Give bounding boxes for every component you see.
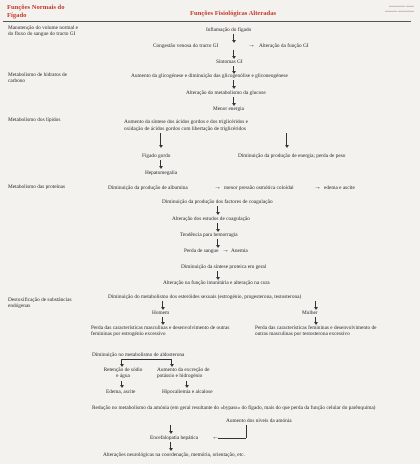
s5-edema-ascites: Edema, ascite [106,389,136,395]
s5-man-text: Perda das características masculinas e desenvolvimento de outras femininas por estrogénio excessivo [91,325,230,338]
connector-line [246,425,247,438]
s5-excretion: Aumento da excreção de potássio e hidrogénio [157,367,210,380]
arrow-right-icon: → [314,183,321,191]
arrow-down [160,160,161,167]
arrow-right-icon: → [248,41,255,49]
arrow-down [186,381,187,386]
s5-aldosterone: Diminuição no metabolismo de aldosterona [92,352,185,358]
s2-less-energy: Menor energia [213,106,244,112]
s3-fatty-acids-2: oxidação de ácidos gordos com libertação de triglicéridos [124,126,246,132]
s3-fatty-acids-1: Aumento da síntese dos ácidos gordos e dos triglicéridos e [124,119,249,125]
arrow-down [217,271,218,278]
header-rule [3,21,411,22]
s5-man: Homem [152,310,170,316]
s4-oncotic-pressure: menor pressão osmótica coloidal [224,185,294,191]
arrow-down [170,425,171,432]
s3-hepatomegaly: Hepatomegalia [145,170,178,176]
header-right-title: Funções Fisiológicas Alteradas [190,10,277,17]
s2-glucose: Alteração do metabolismo da glucose [186,90,266,96]
arrow-down [233,80,234,87]
s5-encephalopathy: Encefalopatia hepática [150,435,199,441]
arrow-down [315,317,316,323]
s1-inflammation: Inflamação do fígado [206,27,252,33]
arrow-down [233,66,234,72]
arrow-right-icon: → [222,246,229,254]
left-label-carbohydrates: Metabolismo de hidratos de carbono [8,72,67,85]
s4-clotting-factors: Diminuição da produção dos factores de coagulação [162,199,273,205]
s1-gi-function: Alteração da função GI [259,43,309,49]
s4-bleeding-tendency: Tendência para hemorragia [180,232,238,238]
arrow-down [286,133,287,146]
arrow-left-icon: ← [212,433,219,441]
s4-coagulation-studies: Alteração dos estudos de coagulação [172,216,250,222]
s5-hypokalemia: Hipocaliemia e alcalose [162,389,213,395]
s3-energy-loss: Diminuição da produção de energia; perda de peso [238,153,346,159]
s4-protein-synthesis: Diminuição da síntese proteica em geral [181,264,267,270]
left-label-proteins: Metabolismo das proteínas [8,184,66,190]
s5-sex-steroids: Diminuição do metabolismo dos esteróides sexuais (estrogénio, progesterona, testosterona) [108,294,302,300]
left-label-detox: Destoxificação de substâncias endógenas [8,297,72,310]
arrow-down [162,301,163,308]
arrow-down [217,223,218,230]
arrow-down [121,381,122,386]
left-label-lipids: Metabolismo dos lípidos [8,117,61,123]
arrow-down [162,317,163,323]
arrow-down [171,359,172,365]
s4-edema: edema e ascite [324,185,355,191]
s5-retention: Retenção de sódio e água [103,367,143,380]
s1-gi-symptoms: Sintomas GI [216,59,243,65]
arrow-down [233,97,234,104]
faint-bleed-text: ▬▬▬▬ ▬▬ ▬▬▬ ▬▬▬▬ [385,3,414,13]
s5-woman: Mulher [302,310,318,316]
s2-glycogenesis: Aumento da glicogénese e diminuição das glicogenólise e gliconeogénese [131,73,288,79]
arrow-down [233,50,234,57]
arrow-down [233,34,234,41]
s4-albumin: Diminuição da produção de albumina [108,185,188,191]
arrow-down [170,442,171,449]
header-left-title: Funções Normais do Fígado [7,4,65,19]
connector-line [218,438,246,439]
s4-anemia: Anemia [231,248,248,254]
branch-line [121,359,171,360]
s5-woman-text: Perda das características femininas e desenvolvimento de outras masculinas por testosterona excessivo [255,325,377,338]
s5-neuro-changes: Alterações neurológicas na coordenação, memória, orientação, etc. [103,452,245,458]
left-label-blood-flow: Manutenção do volume normal e do fluxo do sangue do tracto GI [8,25,79,38]
arrow-right-icon: → [214,183,221,191]
s5-ammonia-levels: Aumento dos níveis da amónia [226,418,292,424]
s4-blood-loss: Perda de sangue [184,248,219,254]
arrow-down [160,133,161,146]
arrow-down [217,206,218,213]
s4-immune-function: Alteração na função imunitária e alteração na cura [163,280,270,286]
s1-congestion: Congestão venosa do tracto GI [153,43,219,49]
s3-fatty-liver: Fígado gordo [142,153,171,159]
s5-ammonia: Redução no metabolismo da amónia (em geral resultante do «bypass» do fígado, mais do que perda da função celular do parênquima) [92,405,376,411]
arrow-down [315,301,316,308]
arrow-down [217,239,218,246]
